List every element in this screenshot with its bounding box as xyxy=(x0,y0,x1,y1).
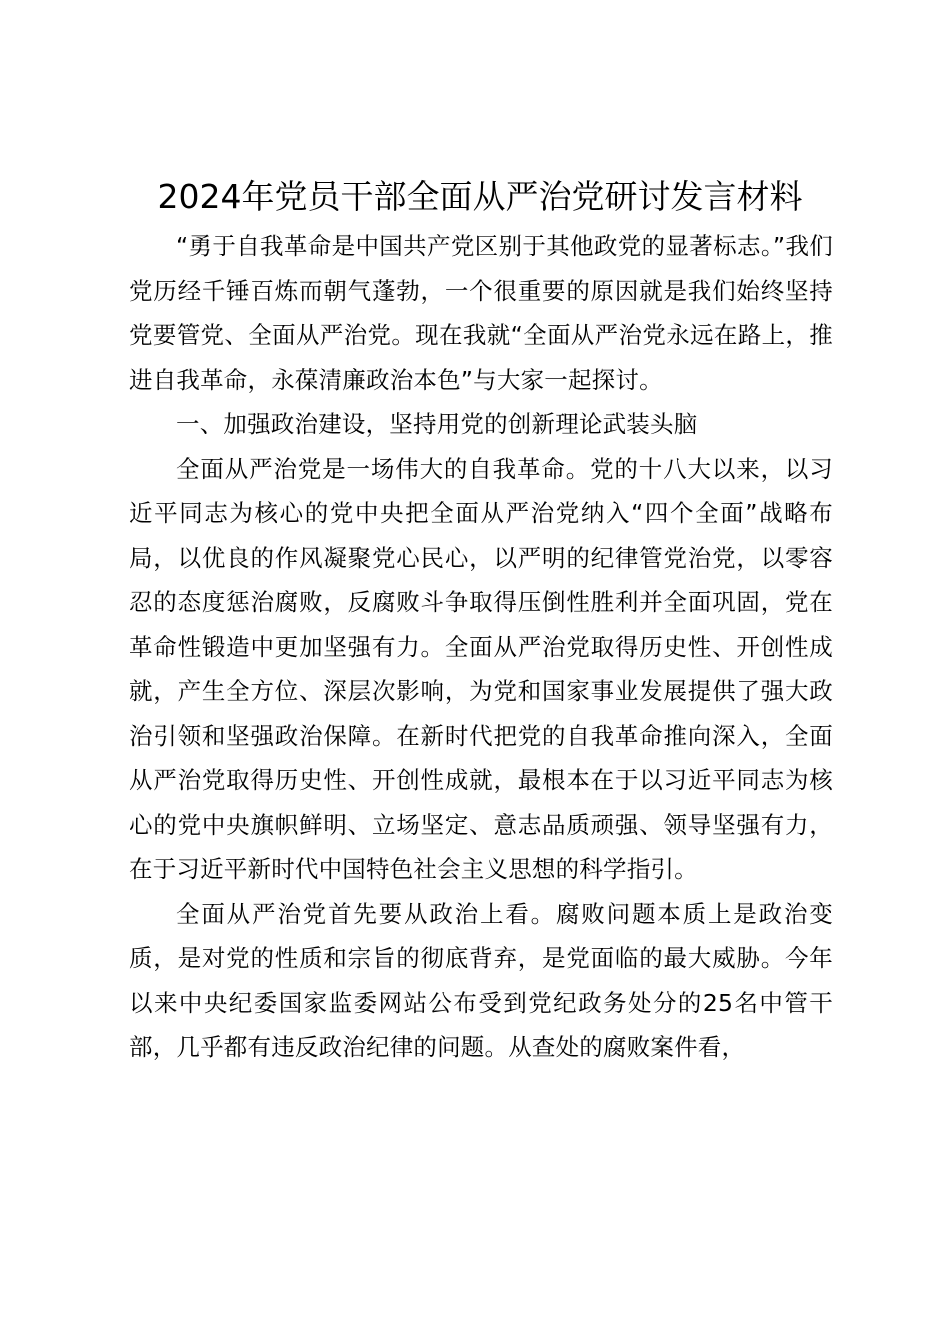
body-paragraph-2: 全面从严治党首先要从政治上看。腐败问题本质上是政治变质，是对党的性质和宗旨的彻底背弃，是党面临的最大威胁。今年以来中央纪委国家监委网站公布受到党纪政务处分的25名中管干部，几乎都有违反政治纪律的问题。从查处的腐败案件看， xyxy=(129,899,833,1061)
section-heading: 一、加强政治建设，坚持用党的创新理论武装头脑 xyxy=(176,410,698,438)
document-title: 2024年党员干部全面从严治党研讨发言材料 xyxy=(157,177,803,216)
body-paragraph-1: 全面从严治党是一场伟大的自我革命。党的十八大以来，以习近平同志为核心的党中央把全面从严治党纳入“四个全面”战略布局，以优良的作风凝聚党心民心，以严明的纪律管党治党，以零容忍的态度惩治腐败，反腐败斗争取得压倒性胜利并全面巩固，党在革命性锻造中更加坚强有力。全面从严治党取得历史性、开创性成就，产生全方位、深层次影响，为党和国家事业发展提供了强大政治引领和坚强政治保障。在新时代把党的自我革命推向深入，全面从严治党取得历史性、开创性成就，最根本在于以习近平同志为核心的党中央旗帜鲜明、立场坚定、意志品质顽强、领导坚强有力，在于习近平新时代中国特色社会主义思想的科学指引。 xyxy=(129,454,833,883)
intro-paragraph: “勇于自我革命是中国共产党区别于其他政党的显著标志。”我们党历经千锤百炼而朝气蓬勃，一个很重要的原因就是我们始终坚持党要管党、全面从严治党。现在我就“全面从严治党永远在路上，推进自我革命，永葆清廉政治本色”与大家一起探讨。 xyxy=(129,232,833,394)
document-body xyxy=(129,224,833,1070)
